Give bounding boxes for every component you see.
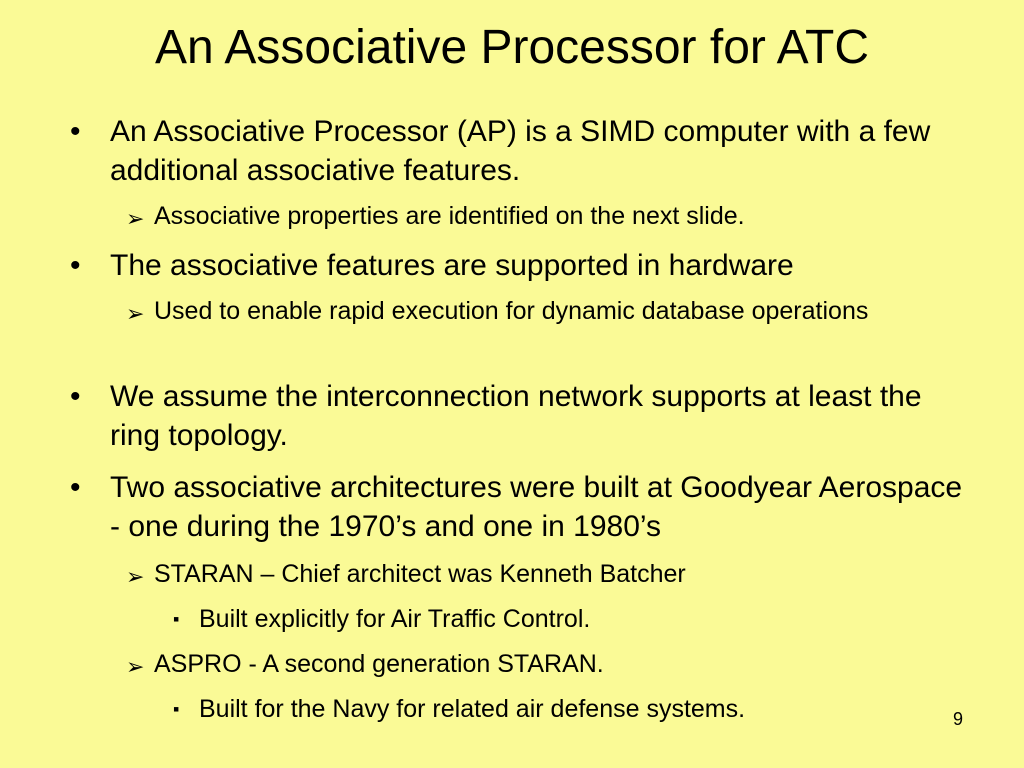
arrow-bullet-icon: ➢ xyxy=(126,206,145,231)
bullet-item xyxy=(70,468,970,546)
sub-bullet-item xyxy=(126,646,934,683)
bullet-text: The associative features are supported in hardware xyxy=(110,249,794,282)
sub-sub-bullet-text: Built explicitly for Air Traffic Control. xyxy=(199,605,591,633)
arrow-bullet-icon: ➢ xyxy=(126,564,145,589)
sub-sub-bullet-text: Built for the Navy for related air defense systems. xyxy=(199,695,746,723)
bullet-icon: • xyxy=(70,249,81,282)
slide-title: An Associative Processor for ATC xyxy=(154,21,870,74)
page-number: 9 xyxy=(952,709,963,729)
sub-bullet-item xyxy=(126,556,934,593)
square-bullet-icon: ▪ xyxy=(173,699,180,719)
sub-sub-bullet-item xyxy=(173,601,919,638)
bullet-text: Two associative architectures were built at Goodyear Aerospace - one during the 1970’s and one in 1980’s xyxy=(110,471,963,543)
bullet-icon: • xyxy=(70,471,81,504)
arrow-bullet-icon: ➢ xyxy=(126,301,145,326)
sub-sub-bullet-item xyxy=(173,691,919,728)
sub-bullet-text: ASPRO - A second generation STARAN. xyxy=(154,650,604,678)
arrow-bullet-icon: ➢ xyxy=(126,654,145,679)
sub-bullet-item xyxy=(126,198,934,235)
sub-bullet-text: STARAN – Chief architect was Kenneth Batcher xyxy=(154,560,686,588)
sub-bullet-item xyxy=(126,293,934,330)
bullet-icon: • xyxy=(70,380,81,413)
sub-bullet-text: Used to enable rapid execution for dynamic database operations xyxy=(154,297,869,325)
bullet-item xyxy=(70,246,970,285)
bullet-text: We assume the interconnection network supports at least the ring topology. xyxy=(110,380,922,452)
bullet-text: An Associative Processor (AP) is a SIMD computer with a few additional associative features. xyxy=(110,115,931,187)
square-bullet-icon: ▪ xyxy=(173,609,180,629)
bullet-item xyxy=(70,112,970,190)
sub-bullet-text: Associative properties are identified on the next slide. xyxy=(154,202,745,230)
bullet-item xyxy=(70,377,970,455)
bullet-icon: • xyxy=(70,115,81,148)
